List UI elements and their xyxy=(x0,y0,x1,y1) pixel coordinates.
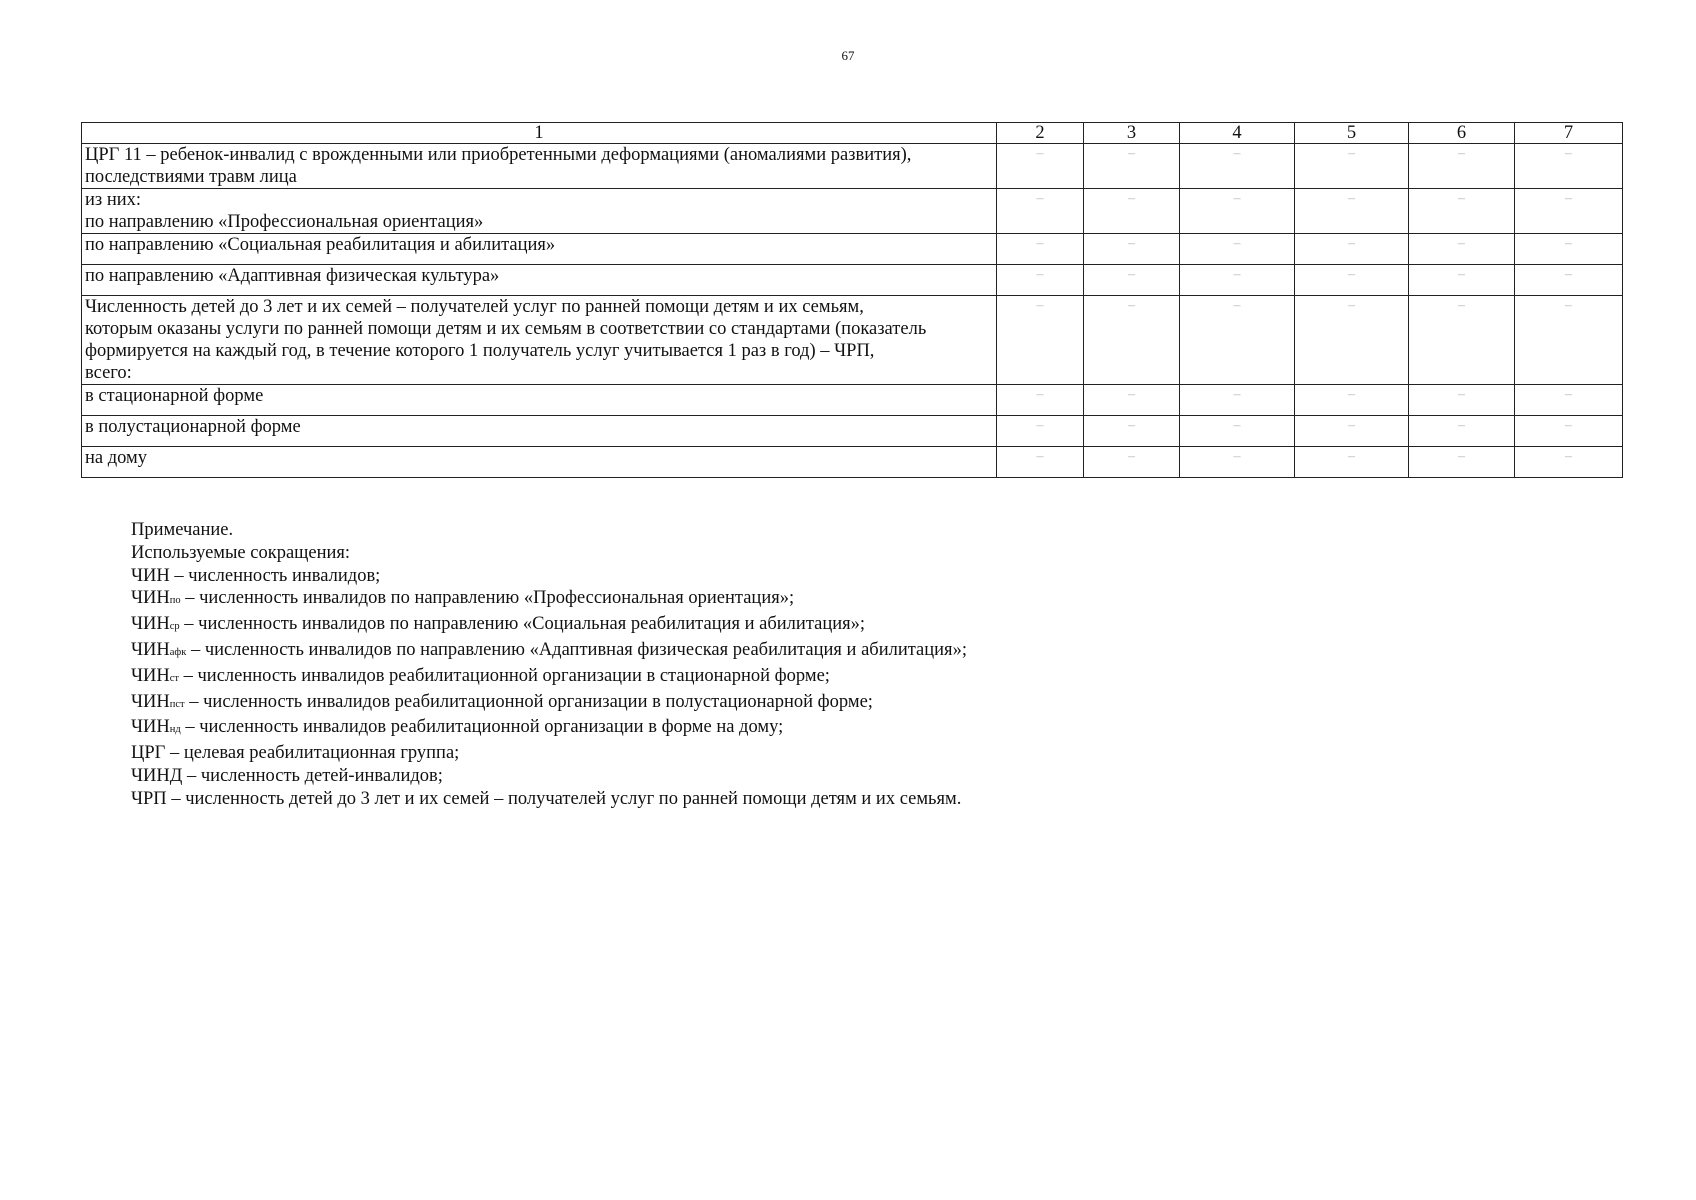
abbreviation-definition: – численность инвалидов; xyxy=(169,565,381,586)
abbreviation-definition: – численность инвалидов по направлению «Профессиональная ориентация»; xyxy=(180,588,795,609)
value-cell: – xyxy=(1180,385,1295,416)
abbreviation-definition: – численность инвалидов по направлению «Адаптивная физическая реабилитация и абилитация»; xyxy=(186,639,967,660)
value-cell: – xyxy=(1409,144,1515,189)
row-label-line: из них: xyxy=(85,190,142,210)
value-cell: – xyxy=(997,416,1084,447)
value-cell: – xyxy=(997,144,1084,189)
value-cell: – xyxy=(1084,416,1180,447)
row-label-line: которым оказаны услуги по ранней помощи детям и их семьям в соответствии со стандартами (показатель xyxy=(85,319,927,339)
value-cell: – xyxy=(1295,144,1409,189)
column-header: 5 xyxy=(1295,123,1409,144)
value-cell: – xyxy=(1515,144,1623,189)
row-label-line: Численность детей до 3 лет и их семей – получателей услуг по ранней помощи детям и их семьям, xyxy=(85,297,864,317)
value-cell: – xyxy=(1515,189,1623,234)
abbreviation-definition: – численность инвалидов по направлению «Социальная реабилитация и абилитация»; xyxy=(179,614,866,635)
abbreviation-definition: – численность детей до 3 лет и их семей – получателей услуг по ранней помощи детям и их семьям. xyxy=(166,788,962,809)
table-row xyxy=(82,447,1623,478)
row-label xyxy=(82,385,997,416)
table-row xyxy=(82,416,1623,447)
value-cell: – xyxy=(1180,416,1295,447)
value-cell: – xyxy=(1409,296,1515,385)
abbreviation-item xyxy=(131,565,967,588)
abbreviation-subscript: пст xyxy=(169,698,185,710)
abbreviation-item xyxy=(131,613,967,639)
value-cell: – xyxy=(1409,385,1515,416)
value-cell: – xyxy=(1295,296,1409,385)
value-cell: – xyxy=(1295,234,1409,265)
abbreviation-term: ЧИН xyxy=(131,588,170,609)
table-row xyxy=(82,265,1623,296)
abbreviation-term: ЦРГ xyxy=(131,743,166,764)
value-cell: – xyxy=(1180,234,1295,265)
row-label-line: всего: xyxy=(85,363,132,383)
value-cell: – xyxy=(1295,265,1409,296)
abbreviation-subscript: ср xyxy=(169,621,180,633)
value-cell: – xyxy=(1295,385,1409,416)
row-label-line: в полустационарной форме xyxy=(85,417,301,437)
value-cell: – xyxy=(1180,265,1295,296)
column-header: 6 xyxy=(1409,123,1515,144)
value-cell: – xyxy=(1180,189,1295,234)
abbreviation-definition: – численность детей-инвалидов; xyxy=(182,765,443,786)
value-cell: – xyxy=(1409,416,1515,447)
abbreviation-subscript: афк xyxy=(169,646,187,658)
data-table xyxy=(81,122,1623,478)
row-label xyxy=(82,144,997,189)
page-number: 67 xyxy=(841,48,855,63)
row-label xyxy=(82,265,997,296)
row-label-line: по направлению «Профессиональная ориентация» xyxy=(85,212,484,232)
row-label-line: на дому xyxy=(85,448,148,468)
value-cell: – xyxy=(997,296,1084,385)
abbreviation-term: ЧИН xyxy=(131,565,170,586)
abbreviation-term: ЧИН xyxy=(131,717,170,738)
abbreviation-item xyxy=(131,716,967,742)
value-cell: – xyxy=(1515,385,1623,416)
value-cell: – xyxy=(997,385,1084,416)
value-cell: – xyxy=(1084,234,1180,265)
value-cell: – xyxy=(1084,296,1180,385)
value-cell: – xyxy=(1084,385,1180,416)
abbreviation-definition: – численность инвалидов реабилитационной организации в полустационарной форме; xyxy=(184,691,873,712)
abbreviation-item xyxy=(131,665,967,691)
abbreviation-item xyxy=(131,742,967,765)
row-label-line: последствиями травм лица xyxy=(85,167,297,187)
column-header: 2 xyxy=(997,123,1084,144)
abbreviation-subscript: по xyxy=(169,595,181,607)
table-row xyxy=(82,296,1623,385)
abbreviation-subscript: ст xyxy=(169,672,179,684)
value-cell: – xyxy=(1180,144,1295,189)
row-label-line: формируется на каждый год, в течение которого 1 получатель услуг учитывается 1 раз в год) – ЧРП, xyxy=(85,341,875,361)
value-cell: – xyxy=(1409,447,1515,478)
table-row xyxy=(82,144,1623,189)
value-cell: – xyxy=(1409,265,1515,296)
abbreviation-definition: – численность инвалидов реабилитационной организации в форме на дому; xyxy=(180,717,784,738)
abbreviation-item xyxy=(131,639,967,665)
abbreviation-item xyxy=(131,788,967,811)
row-label xyxy=(82,416,997,447)
abbreviation-term: ЧИНД xyxy=(131,765,183,786)
row-label-line: в стационарной форме xyxy=(85,386,264,406)
row-label-line: ЦРГ 11 – ребенок-инвалид с врожденными или приобретенными деформациями (аномалиями развития), xyxy=(85,145,912,165)
abbreviation-term: ЧИН xyxy=(131,639,170,660)
column-header: 4 xyxy=(1180,123,1295,144)
value-cell: – xyxy=(1409,234,1515,265)
value-cell: – xyxy=(1084,265,1180,296)
note-section xyxy=(131,519,967,811)
table-header-row xyxy=(82,123,1623,144)
row-label xyxy=(82,234,997,265)
row-label-line: по направлению «Адаптивная физическая культура» xyxy=(85,266,500,286)
value-cell: – xyxy=(1084,189,1180,234)
abbreviation-definition: – численность инвалидов реабилитационной организации в стационарной форме; xyxy=(179,665,830,686)
value-cell: – xyxy=(1084,144,1180,189)
row-label xyxy=(82,189,997,234)
value-cell: – xyxy=(1295,189,1409,234)
abbreviation-term: ЧИН xyxy=(131,614,170,635)
abbreviation-item xyxy=(131,765,967,788)
column-header: 1 xyxy=(82,123,997,144)
abbreviation-subscript: нд xyxy=(169,724,181,736)
value-cell: – xyxy=(997,447,1084,478)
value-cell: – xyxy=(1515,265,1623,296)
value-cell: – xyxy=(1180,296,1295,385)
abbreviation-term: ЧИН xyxy=(131,665,170,686)
value-cell: – xyxy=(1515,416,1623,447)
value-cell: – xyxy=(997,265,1084,296)
value-cell: – xyxy=(1295,416,1409,447)
abbreviation-term: ЧИН xyxy=(131,691,170,712)
row-label xyxy=(82,447,997,478)
abbreviation-term: ЧРП xyxy=(131,788,167,809)
value-cell: – xyxy=(1515,447,1623,478)
table-row xyxy=(82,189,1623,234)
value-cell: – xyxy=(1515,296,1623,385)
value-cell: – xyxy=(1084,447,1180,478)
row-label-line: по направлению «Социальная реабилитация и абилитация» xyxy=(85,235,556,255)
value-cell: – xyxy=(1295,447,1409,478)
table-row xyxy=(82,385,1623,416)
abbreviation-item xyxy=(131,587,967,613)
note-title: Примечание. xyxy=(131,520,234,540)
value-cell: – xyxy=(1515,234,1623,265)
value-cell: – xyxy=(1180,447,1295,478)
value-cell: – xyxy=(997,189,1084,234)
value-cell: – xyxy=(997,234,1084,265)
abbreviation-definition: – целевая реабилитационная группа; xyxy=(165,743,460,764)
note-subtitle: Используемые сокращения: xyxy=(131,542,351,563)
table-row xyxy=(82,234,1623,265)
column-header: 7 xyxy=(1515,123,1623,144)
value-cell: – xyxy=(1409,189,1515,234)
row-label xyxy=(82,296,997,385)
abbreviation-item xyxy=(131,691,967,717)
column-header: 3 xyxy=(1084,123,1180,144)
